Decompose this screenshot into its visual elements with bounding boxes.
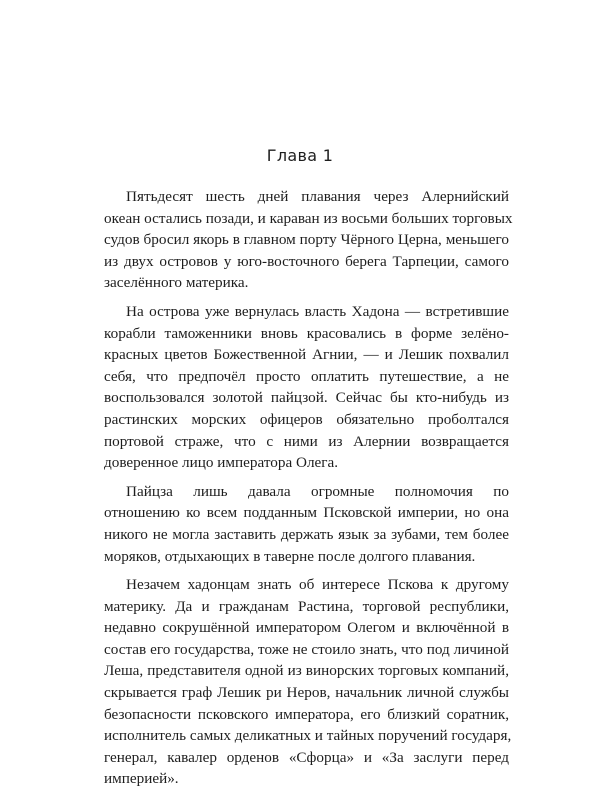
text-line: Незачем хадонцам знать об интересе Пскова к другому	[126, 576, 509, 594]
text-line: никого не могла заставить держать язык за зубами, тем более	[104, 525, 509, 543]
text-line: недавно сокрушённой императором Олегом и включённой в	[104, 619, 509, 637]
text-line: отношению ко всем подданным Псковской империи, но она	[104, 504, 509, 522]
text-line: империей».	[104, 770, 179, 788]
text-line: судов бросил якорь в главном порту Чёрного Церна, меньшего	[104, 231, 509, 249]
text-line: воспользовался золотой пайцзой. Сейчас бы кто-нибудь из	[104, 389, 509, 407]
text-line: из двух островов у юго-восточного берега Тарпеции, самого	[104, 252, 509, 270]
text-line: материку. Да и гражданам Растина, торговой республики,	[104, 597, 509, 615]
text-line: На острова уже вернулась власть Хадона — встретившие	[126, 302, 509, 320]
paragraph-1	[104, 186, 513, 294]
text-line: корабли таможенники вновь красовались в форме зелёно-	[104, 324, 509, 342]
text-line: состав его государства, тоже не стоило знать, что под личиной	[104, 640, 509, 658]
text-line: Леша, представителя одной из винорских торговых компаний,	[104, 662, 509, 680]
text-line: исполнитель самых деликатных и тайных поручений государя,	[104, 727, 512, 745]
text-line: Пятьдесят шесть дней плавания через Алернийский	[126, 188, 509, 205]
text-line: скрывается граф Лешик ри Неров, начальник личной службы	[104, 684, 509, 702]
text-line: генерал, кавалер орденов «Сфорца» и «За заслуги перед	[104, 748, 509, 766]
text-line: заселённого материка.	[104, 274, 249, 292]
paragraph-2	[104, 301, 509, 474]
text-line: доверенное лицо императора Олега.	[104, 454, 339, 472]
paragraph-4	[104, 574, 512, 790]
text-line: растинских морских офицеров обязательно проболтался	[104, 410, 509, 428]
text-line: себя, что предпочёл просто оплатить путешествие, а не	[104, 367, 509, 385]
text-line: безопасности псковского императора, его близкий соратник,	[104, 705, 509, 723]
chapter-title: Глава 1	[266, 146, 334, 165]
text-line: моряков, отдыхающих в таверне после долгого плавания.	[104, 547, 476, 565]
text-line: океан остались позади, и караван из восьми больших торговых	[104, 209, 513, 227]
chapter-body	[104, 186, 513, 797]
paragraph-3	[104, 481, 509, 567]
text-line: красных цветов Божественной Агнии, — и Лешик похвалил	[104, 346, 509, 364]
text-line: портовой страже, что с ними из Алернии возвращается	[104, 432, 509, 450]
text-line: Пайцза лишь давала огромные полномочия по	[126, 482, 509, 500]
